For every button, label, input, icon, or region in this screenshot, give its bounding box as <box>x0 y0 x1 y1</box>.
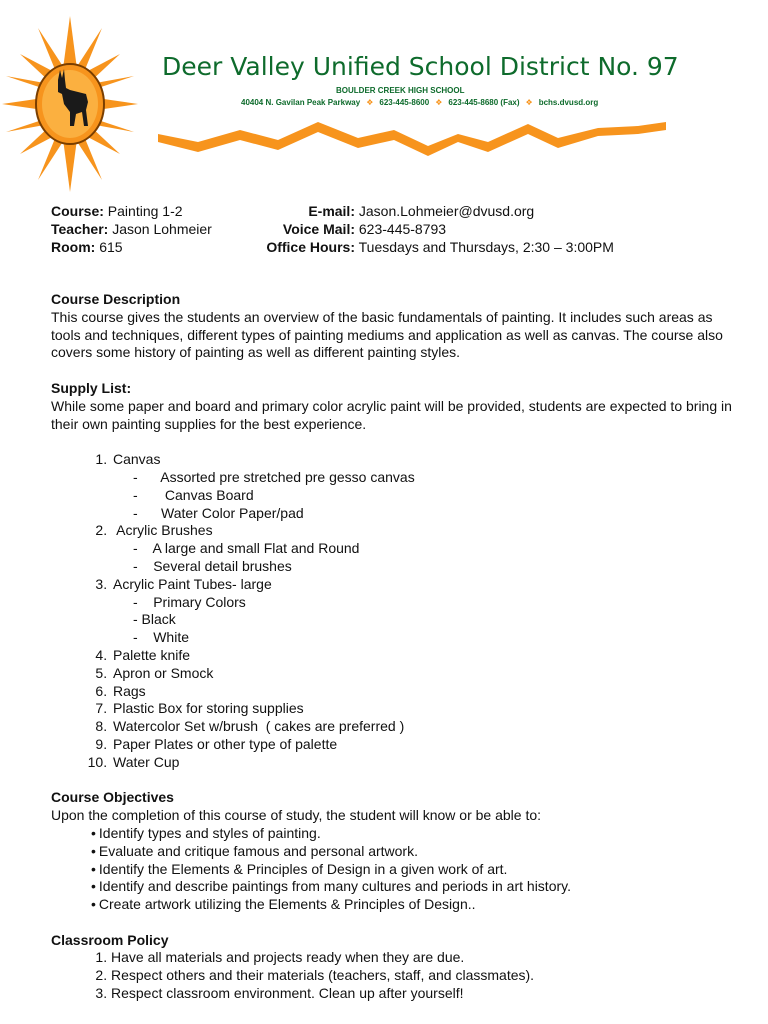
list-item: • Evaluate and critique famous and personal artwork. <box>91 843 741 861</box>
sub-item: - A large and small Flat and Round <box>133 540 360 557</box>
separator-icon: ❖ <box>435 98 443 107</box>
list-item: 6. Rags <box>111 683 741 701</box>
description-text: This course gives the students an overview of the basic fundamentals of painting. It includes such areas as tools and techniques, different types of painting mediums and application as well as canvas. The course also covers some history of painting as well as different painting styles. <box>51 308 723 361</box>
course-info-left <box>51 202 212 256</box>
sub-item: - Assorted pre stretched pre gesso canvas <box>133 468 415 485</box>
description-heading: Course Description <box>51 291 181 307</box>
room-value: 615 <box>99 239 123 255</box>
email-label: E-mail: <box>308 203 355 219</box>
sub-item: - Canvas Board <box>133 486 254 503</box>
contact-line <box>241 98 598 107</box>
list-item: 3. Respect classroom environment. Clean up after yourself! <box>111 985 741 1003</box>
sun-deer-logo-icon <box>0 14 140 194</box>
sub-item: - Black <box>133 611 176 628</box>
district-title: Deer Valley Unified School District No. 97 <box>162 52 679 81</box>
teacher-value: Jason Lohmeier <box>112 221 212 237</box>
list-item: 7. Plastic Box for storing supplies <box>111 700 741 718</box>
office-hours-value: Tuesdays and Thursdays, 2:30 – 3:00PM <box>358 239 614 255</box>
objectives-intro: Upon the completion of this course of study, the student will know or be able to: <box>51 807 542 824</box>
list-item: 1. Have all materials and projects ready when they are due. <box>111 949 741 967</box>
school-name: BOULDER CREEK HIGH SCHOOL <box>336 86 465 95</box>
course-value: Painting 1-2 <box>107 203 183 219</box>
fax: 623-445-8680 (Fax) <box>448 98 520 107</box>
list-item: 8. Watercolor Set w/brush ( cakes are preferred ) <box>111 718 741 736</box>
voicemail-label: Voice Mail: <box>282 221 355 237</box>
sub-item: - Water Color Paper/pad <box>133 504 304 521</box>
list-item: 9. Paper Plates or other type of palette <box>111 736 741 754</box>
list-item: 10. Water Cup <box>111 754 741 772</box>
list-item: 4. Palette knife <box>111 647 741 665</box>
list-item: 2. Respect others and their materials (teachers, staff, and classmates). <box>111 967 741 985</box>
list-item: • Create artwork utilizing the Elements & Principles of Design.. <box>91 896 741 914</box>
voicemail-value: 623-445-8793 <box>358 221 447 237</box>
policy-list <box>51 949 741 1002</box>
separator-icon: ❖ <box>366 98 374 107</box>
office-hours-label: Office Hours: <box>266 239 355 255</box>
email-link[interactable]: Jason.Lohmeier@dvusd.org <box>358 203 535 219</box>
list-item: • Identify the Elements & Principles of Design in a given work of art. <box>91 861 741 879</box>
sub-item: - White <box>133 629 190 646</box>
list-item: • Identify and describe paintings from many cultures and periods in art history. <box>91 878 741 896</box>
syllabus-body <box>51 291 741 1003</box>
separator-icon: ❖ <box>525 98 533 107</box>
objectives-heading: Course Objectives <box>51 789 174 806</box>
address: 40404 N. Gavilan Peak Parkway <box>241 98 361 107</box>
room-label: Room: <box>51 239 96 255</box>
policy-heading: Classroom Policy <box>51 931 169 948</box>
list-item: 2. Acrylic Brushes - A large and small Flat and Round - Several detail brushes <box>111 522 741 575</box>
list-item: 3. Acrylic Paint Tubes- large - Primary Colors - Black - White <box>111 576 741 647</box>
sub-item: - Several detail brushes <box>133 557 292 574</box>
website-link[interactable]: bchs.dvusd.org <box>538 98 599 107</box>
list-item: • Identify types and styles of painting. <box>91 825 741 843</box>
teacher-label: Teacher: <box>51 221 109 237</box>
list-item: 1. Canvas - Assorted pre stretched pre gesso canvas - Canvas Board - Water Color Paper/pad <box>111 451 741 522</box>
course-info-right <box>260 202 614 256</box>
course-label: Course: <box>51 203 104 219</box>
supply-text: While some paper and board and primary color acrylic paint will be provided, students are expected to bring in their own painting supplies for the best experience. <box>51 397 732 432</box>
list-item: 5. Apron or Smock <box>111 665 741 683</box>
objectives-list <box>51 825 741 914</box>
supply-list <box>51 451 741 771</box>
supply-heading: Supply List: <box>51 379 132 396</box>
orange-wave-divider-icon <box>158 112 670 160</box>
phone: 623-445-8600 <box>379 98 430 107</box>
sub-item: - Primary Colors <box>133 593 246 610</box>
